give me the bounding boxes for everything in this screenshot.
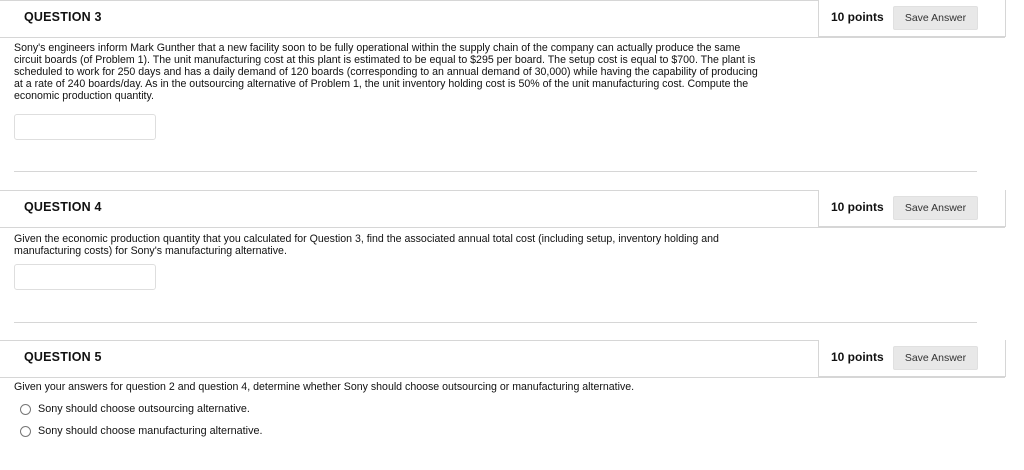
question-4-save-answer-button[interactable]: Save Answer: [893, 196, 978, 220]
question-5-title: QUESTION 5: [24, 350, 102, 364]
question-4-header: [0, 190, 1005, 228]
question-4-separator: [14, 322, 977, 323]
question-3-save-answer-button[interactable]: Save Answer: [893, 6, 978, 30]
question-4-answer-input[interactable]: [14, 264, 156, 290]
question-4-title: QUESTION 4: [24, 200, 102, 214]
question-4-points: 10 points: [831, 200, 884, 214]
question-3-points: 10 points: [831, 10, 884, 24]
question-5-option-outsourcing[interactable]: [20, 402, 250, 416]
question-5-points: 10 points: [831, 350, 884, 364]
question-3-points-box: [818, 0, 1006, 37]
question-3-answer-input[interactable]: [14, 114, 156, 140]
question-5-header: [0, 340, 1005, 378]
question-3-header: [0, 0, 1005, 38]
question-5-option-label[interactable]: Sony should choose outsourcing alternative.: [38, 403, 250, 415]
radio-button-icon[interactable]: [20, 426, 31, 437]
question-5-text: Given your answers for question 2 and question 4, determine whether Sony should choose outsourcing or manufacturing alternative.: [14, 381, 635, 393]
question-3-text: Sony's engineers inform Mark Gunther that a new facility soon to be fully operational within the supply chain of the company can actually produce the same circuit boards (of Problem 1). The unit manufacturing cost at this plant is estimated to be equal to $295 per board. The setup cost is equal to $700. The plant is scheduled to work for 250 days and has a daily demand of 120 boards (corresponding to an annual demand of 30,000) while having the capability of producing at a rate of 240 boards/day. As in the outsourcing alternative of Problem 1, the unit inventory holding cost is 50% of the unit manufacturing cost. Compute the economic production quantity.: [14, 42, 758, 102]
question-5-option-manufacturing[interactable]: [20, 424, 262, 438]
question-3-title: QUESTION 3: [24, 10, 102, 24]
question-5-save-answer-button[interactable]: Save Answer: [893, 346, 978, 370]
question-5-points-box: [818, 340, 1006, 377]
radio-button-icon[interactable]: [20, 404, 31, 415]
question-4-points-box: [818, 190, 1006, 227]
question-4-text: Given the economic production quantity that you calculated for Question 3, find the associated annual total cost (including setup, inventory holding and manufacturing costs) for Sony's manufacturing alternative.: [14, 233, 719, 257]
question-3-separator: [14, 171, 977, 172]
question-5-option-label[interactable]: Sony should choose manufacturing alternative.: [38, 425, 263, 437]
